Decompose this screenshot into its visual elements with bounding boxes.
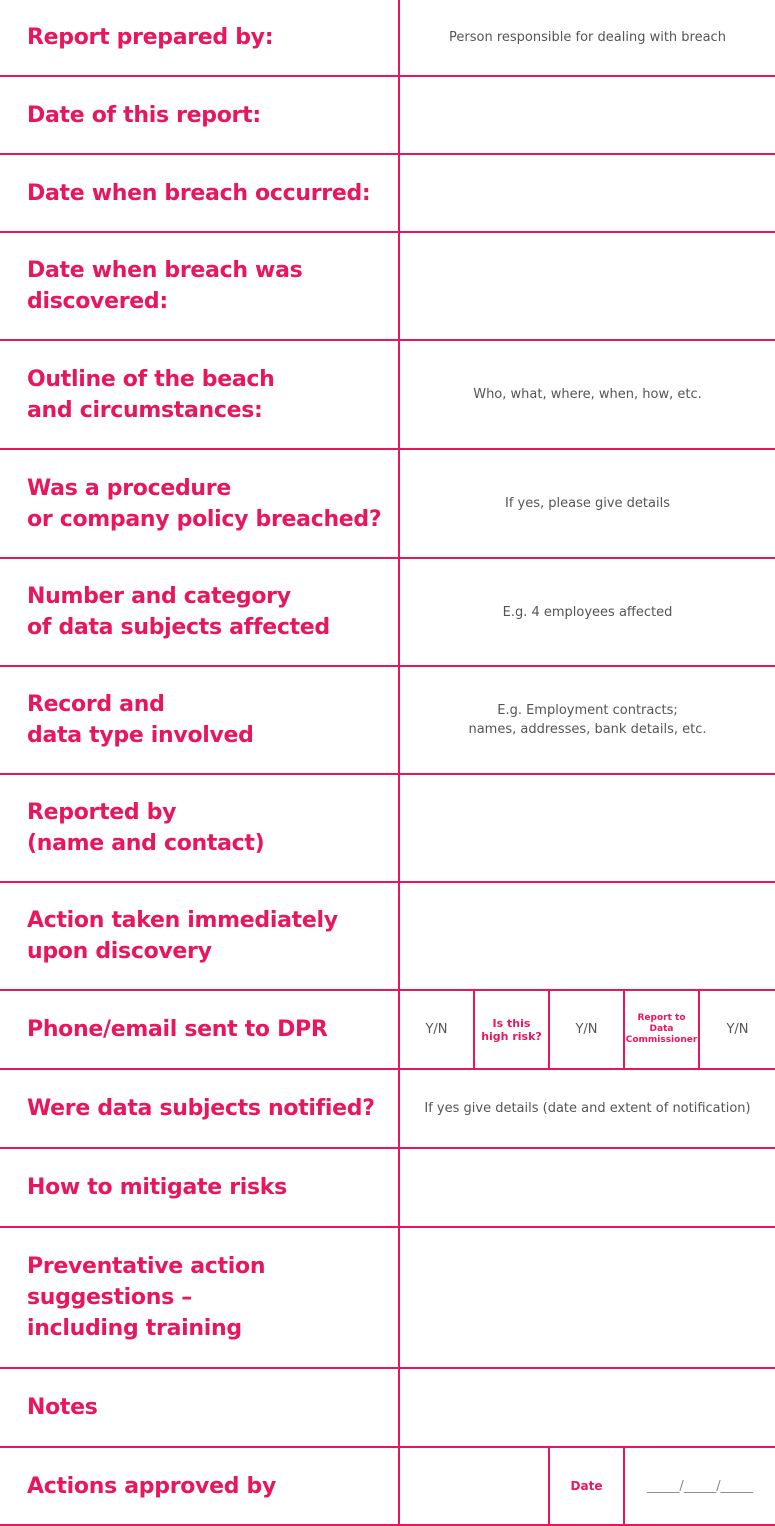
form-row — [0, 1369, 775, 1448]
field-label: Notes — [0, 1369, 400, 1446]
date-label: Date — [550, 1448, 625, 1524]
field-label: Number and category of data subjects affected — [0, 559, 400, 665]
form-row — [0, 667, 775, 775]
question-label: Is this high risk? — [475, 991, 550, 1068]
field-value[interactable] — [400, 155, 775, 231]
field-value[interactable] — [400, 1228, 775, 1367]
field-label: Preventative action suggestions – including training — [0, 1228, 400, 1367]
field-value[interactable]: E.g. 4 employees affected — [502, 604, 673, 620]
field-label: Record and data type involved — [0, 667, 400, 773]
field-label: How to mitigate risks — [0, 1149, 400, 1226]
form-row — [0, 883, 775, 991]
form-row — [0, 233, 775, 341]
field-value[interactable]: If yes, please give details — [504, 496, 670, 511]
field-value[interactable] — [400, 233, 775, 339]
field-label: Outline of the beach and circumstances: — [0, 341, 400, 448]
field-value[interactable] — [400, 77, 775, 153]
form-row — [0, 991, 775, 1070]
field-label: Reported by (name and contact) — [0, 775, 400, 881]
field-label: Actions approved by — [0, 1448, 400, 1524]
field-value[interactable] — [400, 775, 775, 881]
form-row — [0, 341, 775, 450]
field-value[interactable]: Who, what, where, when, how, etc. — [473, 387, 702, 402]
field-value[interactable]: Person responsible for dealing with breach — [449, 30, 726, 45]
form-row — [0, 1228, 775, 1369]
form-row — [0, 155, 775, 233]
form-row — [0, 1448, 775, 1526]
field-label: Report prepared by: — [0, 0, 400, 75]
yes-no-field[interactable]: Y/N — [400, 991, 475, 1068]
yes-no-field[interactable]: Y/N — [550, 991, 625, 1068]
field-label: Date of this report: — [0, 77, 400, 153]
form-row — [0, 77, 775, 155]
field-value[interactable]: E.g. Employment contracts; names, addresses, bank details, etc. — [468, 703, 707, 737]
field-label: Date when breach occurred: — [0, 155, 400, 231]
field-label: Were data subjects notified? — [0, 1070, 400, 1147]
form-row — [0, 559, 775, 667]
question-label: Report to Data Commissioner — [625, 991, 700, 1068]
field-value[interactable] — [400, 1369, 775, 1446]
yes-no-field[interactable]: Y/N — [726, 1022, 749, 1037]
field-label: Action taken immediately upon discovery — [0, 883, 400, 989]
field-label: Was a procedure or company policy breached? — [0, 450, 400, 557]
field-label: Phone/email sent to DPR — [0, 991, 400, 1068]
form-row — [0, 450, 775, 559]
field-value[interactable] — [400, 1149, 775, 1226]
field-label: Date when breach was discovered: — [0, 233, 400, 339]
field-value[interactable] — [400, 883, 775, 989]
form-row — [0, 1070, 775, 1149]
form-row — [0, 775, 775, 883]
form-row — [0, 0, 775, 77]
form-row — [0, 1149, 775, 1228]
approver-field[interactable] — [400, 1448, 550, 1524]
field-value[interactable]: If yes give details (date and extent of notification) — [424, 1101, 751, 1116]
date-field[interactable]: _____/_____/_____ — [646, 1478, 754, 1494]
